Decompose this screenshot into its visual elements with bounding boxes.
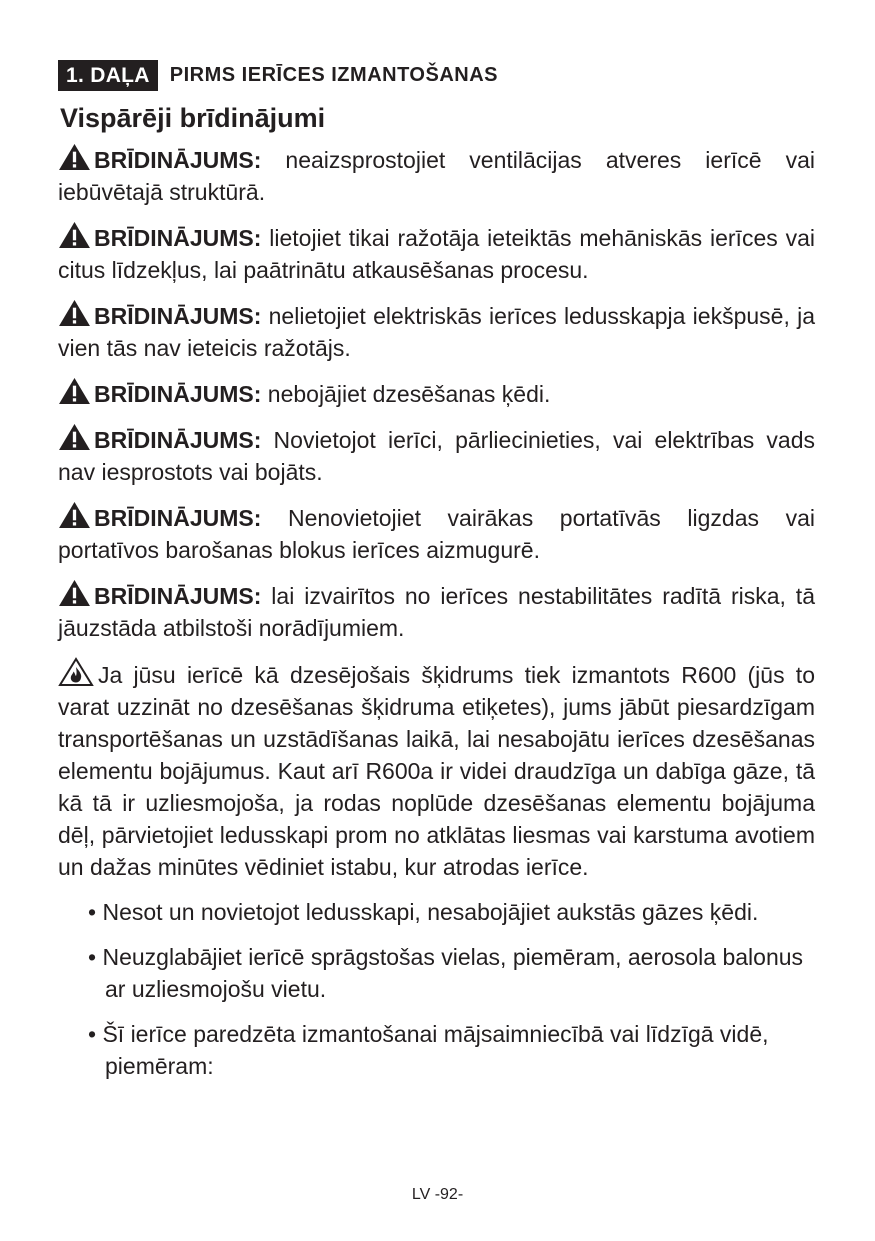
warning-paragraph [58,221,815,286]
warning-label: BRĪDINĀJUMS: [94,303,262,329]
flammable-note-text: Ja jūsu ierīcē kā dzesējošais šķidrums tiek izmantots R600 (jūs to varat uzzināt no dzesēšanas šķidruma etiķetes), jums jābūt piesardzīgam transportēšanas un uzstādīšanas laikā, lai nesabojātu ierīces dzesēšanas elementu bojājumus. Kaut arī R600a ir videi draudzīga un dabīga gāze, tā kā tā ir uzliesmojoša, ja rodas noplūde dzesēšanas elementu bojājuma dēļ, pārvietojiet ledusskapi prom no atklātas liesmas vai karstuma avotiem un dažas minūtes vēdiniet istabu, kur atrodas ierīce. [58,662,815,880]
warning-paragraph [58,579,815,644]
warning-triangle-icon [58,377,91,405]
warning-text: Novietojot ierīci, pārliecinieties, vai elektrības vads nav iesprostots vai bojāts. [58,427,815,485]
section-header [58,60,815,91]
warning-label: BRĪDINĀJUMS: [94,427,262,453]
section-title: Vispārēji brīdinājumi [60,103,326,133]
bullet-list [58,896,815,1082]
warning-text: neaizsprostojiet ventilācijas atveres ierīcē vai iebūvētajā struktūrā. [58,147,815,205]
warning-text: lai izvairītos no ierīces nestabilitātes radītā riska, tā jāuzstāda atbilstoši norādījumiem. [58,583,815,641]
flammable-warning-icon [58,657,94,687]
list-item: • Šī ierīce paredzēta izmantošanai mājsaimniecībā vai līdzīgā vidē, piemēram: [58,1018,815,1082]
warning-triangle-icon [58,579,91,607]
list-item: • Nesot un novietojot ledusskapi, nesabojājiet aukstās gāzes ķēdi. [58,896,815,928]
warning-triangle-icon [58,221,91,249]
warning-triangle-icon [58,501,91,529]
warning-text: lietojiet tikai ražotāja ieteiktās mehāniskās ierīces vai citus līdzekļus, lai paātrinātu atkausēšanas procesu. [58,225,815,283]
list-item: • Neuzglabājiet ierīcē sprāgstošas vielas, piemēram, aerosola balonus ar uzliesmojošu vietu. [58,941,815,1005]
warning-paragraph [58,501,815,566]
header-title: PIRMS IERĪCES IZMANTOŠANAS [169,64,498,86]
warning-text: nebojājiet dzesēšanas ķēdi. [261,381,551,407]
warning-label: BRĪDINĀJUMS: [94,381,262,407]
warning-label: BRĪDINĀJUMS: [94,225,262,251]
warning-paragraph [58,423,815,488]
warning-paragraph [58,143,815,208]
part-badge: 1. DAĻA [58,60,158,91]
page-content [58,60,815,1095]
warning-text: Nenovietojiet vairākas portatīvās ligzdas vai portatīvos barošanas blokus ierīces aizmugurē. [58,505,815,563]
warning-label: BRĪDINĀJUMS: [94,583,262,609]
warning-triangle-icon [58,299,91,327]
warning-paragraph [58,299,815,364]
warning-triangle-icon [58,423,91,451]
warning-label: BRĪDINĀJUMS: [94,505,262,531]
flammable-refrigerant-note [58,657,815,883]
warning-paragraph [58,377,815,410]
page-number: LV -92- [411,1186,464,1203]
warning-label: BRĪDINĀJUMS: [94,147,262,173]
warning-triangle-icon [58,143,91,171]
warning-text: nelietojiet elektriskās ierīces ledusskapja iekšpusē, ja vien tās nav ieteicis ražotājs. [58,303,815,361]
